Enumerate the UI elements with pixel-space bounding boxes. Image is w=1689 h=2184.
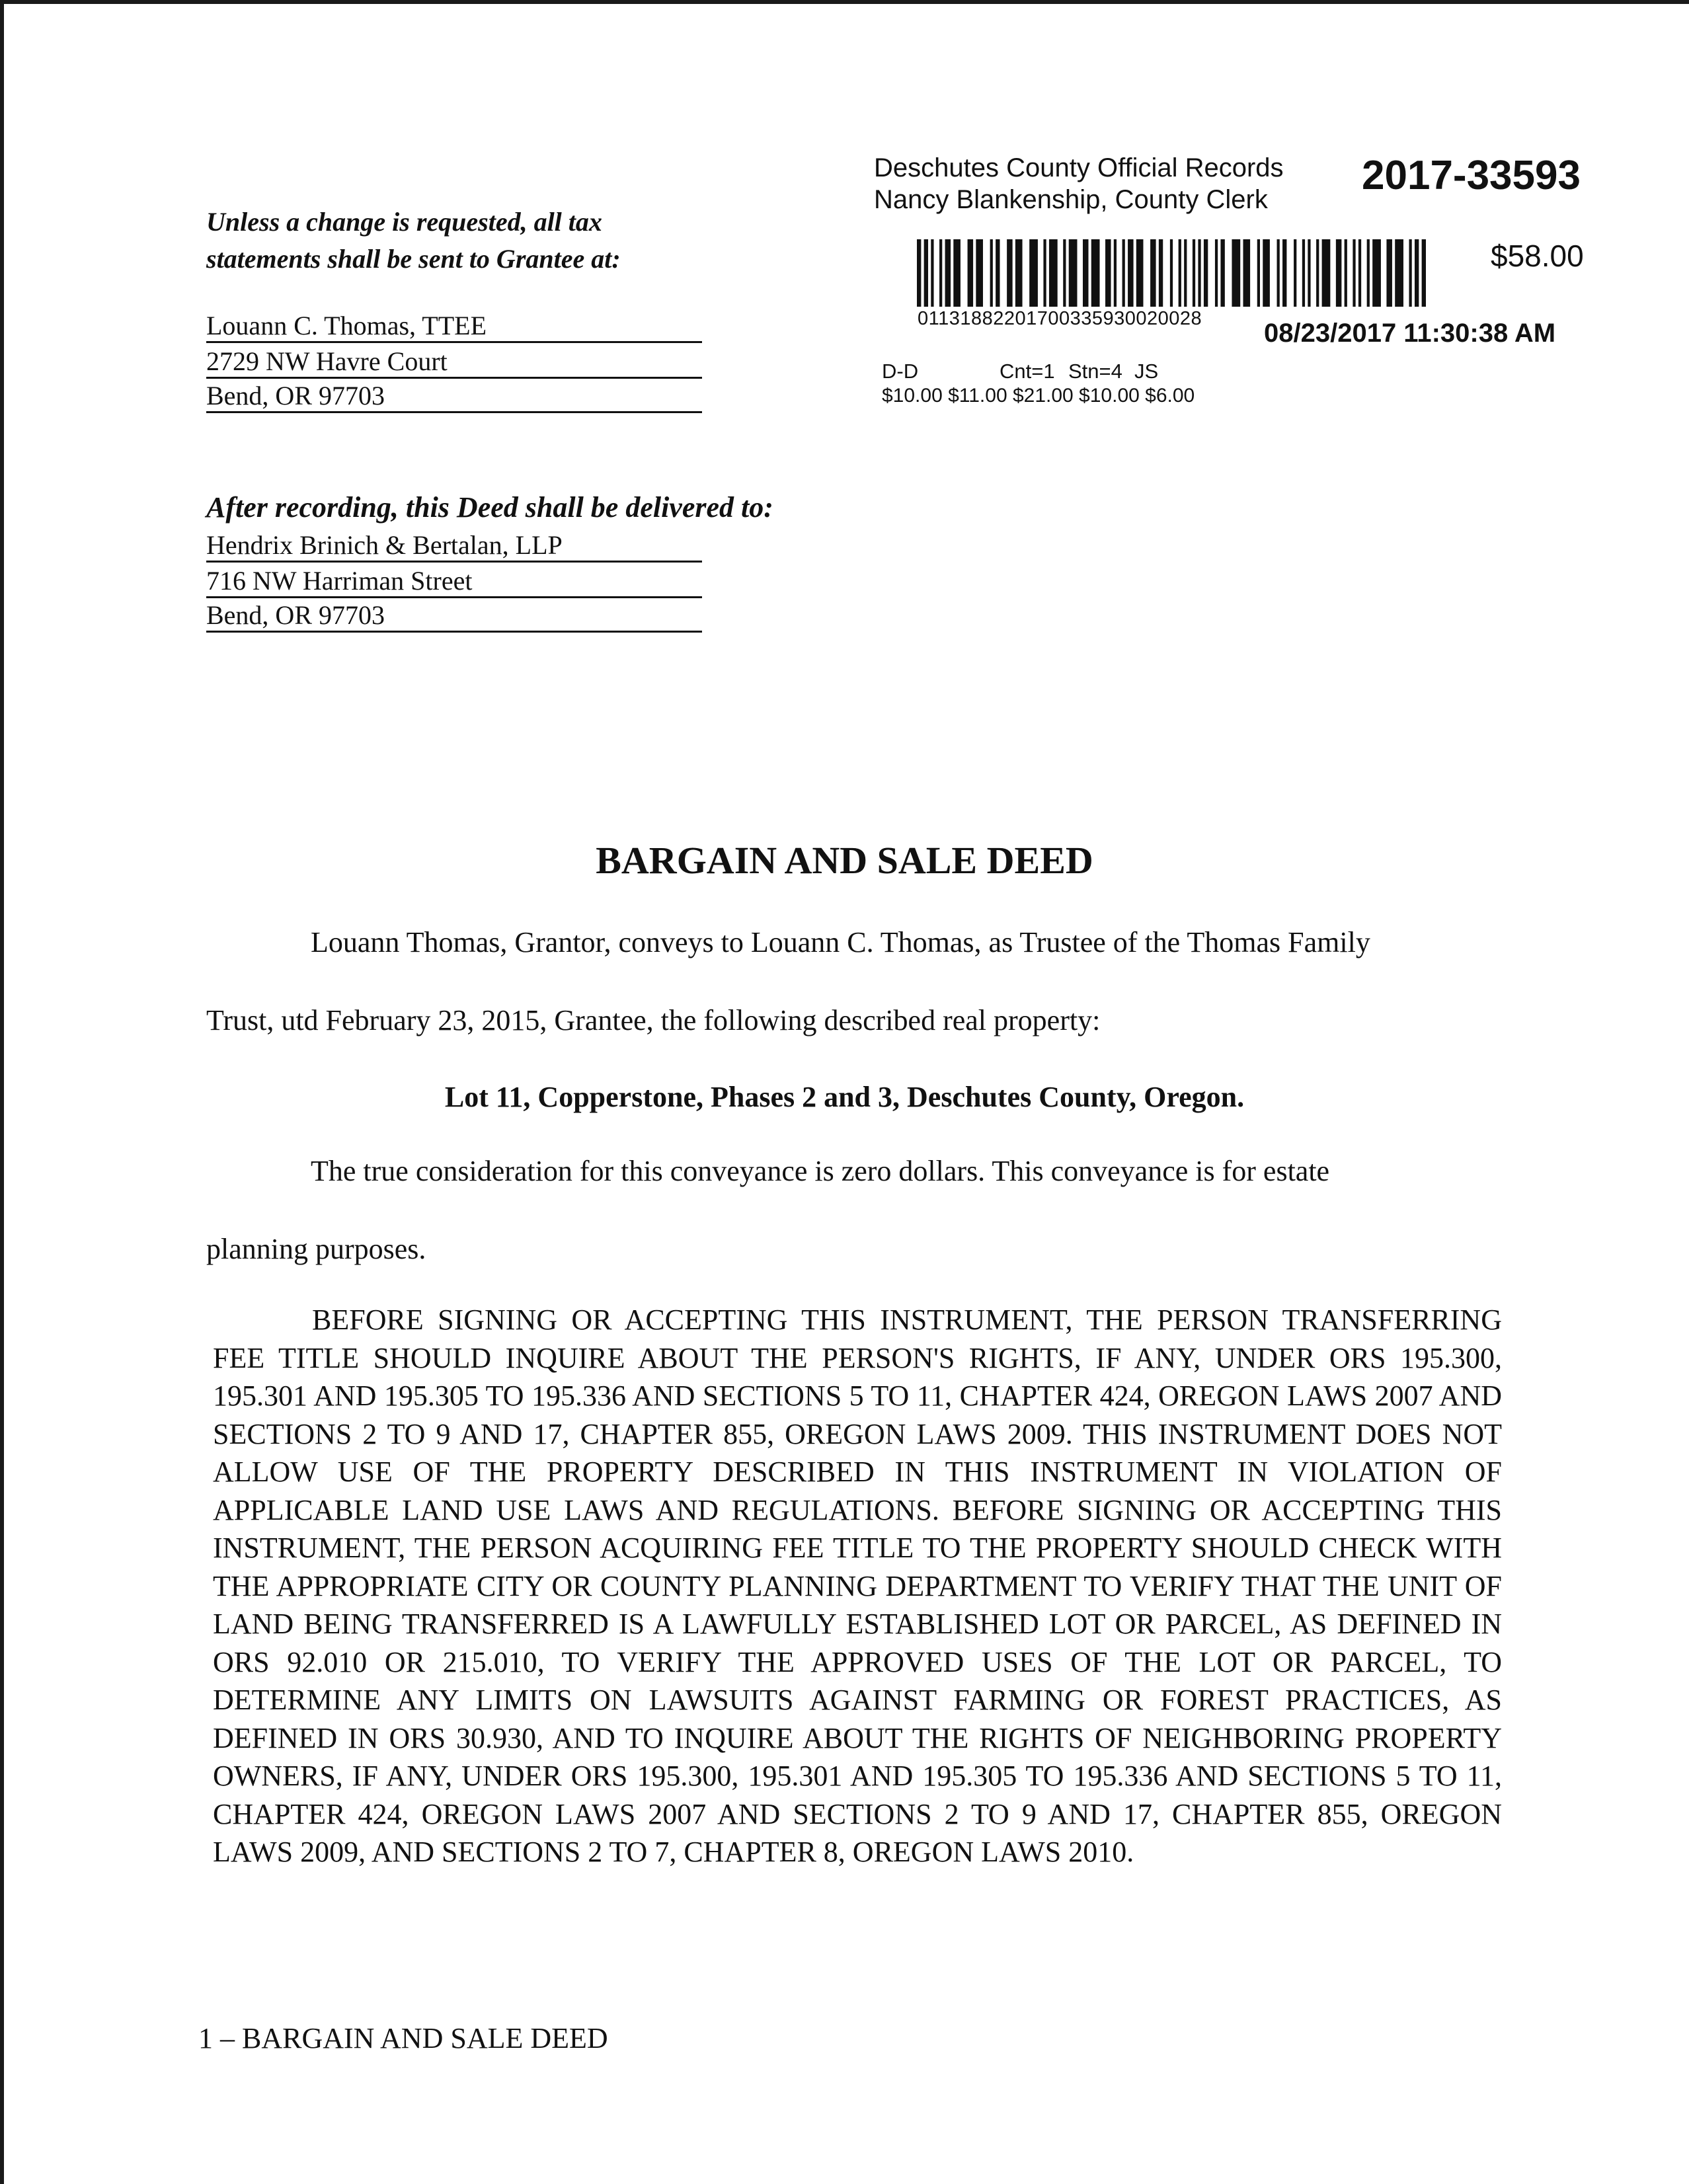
barcode-digits: 01131882201700335930020028 bbox=[918, 308, 1202, 329]
recording-codes bbox=[882, 360, 1158, 383]
count-code: Cnt=1 bbox=[1000, 360, 1055, 383]
consideration-line-1: The true consideration for this conveyance is zero dollars. This conveyance is for estate bbox=[311, 1155, 1330, 1187]
page-footer: 1 – BARGAIN AND SALE DEED bbox=[198, 2022, 608, 2054]
recording-office bbox=[874, 152, 1284, 215]
statutory-notice: BEFORE SIGNING OR ACCEPTING THIS INSTRUMENT, THE PERSON TRANSFERRING FEE TITLE SHOULD INQUIRE ABOUT THE PERSON'S RIGHTS, IF ANY, UNDER ORS 195.300, 195.301 AND 195.305 TO 195.336 AND SECTIONS 5 TO 11, CHAPTER 424, OREGON LAWS 2007 AND SECTIONS 2 TO 9 AND 17, CHAPTER 855, OREGON LAWS 2009. THIS INSTRUMENT DOES NOT ALLOW USE OF THE PROPERTY DESCRIBED IN THIS INSTRUMENT IN VIOLATION OF APPLICABLE LAND USE LAWS AND REGULATIONS. BEFORE SIGNING OR ACCEPTING THIS INSTRUMENT, THE PERSON ACQUIRING FEE TITLE TO THE PROPERTY SHOULD CHECK WITH THE APPROPRIATE CITY OR COUNTY PLANNING DEPARTMENT TO VERIFY THAT THE UNIT OF LAND BEING TRANSFERRED IS A LAWFULLY ESTABLISHED LOT OR PARCEL, AS DEFINED IN ORS 92.010 OR 215.010, TO VERIFY THE APPROVED USES OF THE LOT OR PARCEL, TO DETERMINE ANY LIMITS ON LAWSUITS AGAINST FARMING OR FOREST PRACTICES, AS DEFINED IN ORS 30.930, AND TO INQUIRE ABOUT THE RIGHTS OF NEIGHBORING PROPERTY OWNERS, IF ANY, UNDER ORS 195.300, 195.301 AND 195.305 TO 195.336 AND SECTIONS 5 TO 11, CHAPTER 424, OREGON LAWS 2007 AND SECTIONS 2 TO 9 AND 17, CHAPTER 855, OREGON LAWS 2009, AND SECTIONS 2 TO 7, CHAPTER 8, OREGON LAWS 2010. bbox=[213, 1304, 1502, 1868]
consideration-line-2: planning purposes. bbox=[206, 1233, 426, 1265]
tax-heading-line-1: Unless a change is requested, all tax bbox=[206, 207, 602, 237]
recording-office-line-2: Nancy Blankenship, County Clerk bbox=[874, 185, 1268, 214]
clerk-initials: JS bbox=[1134, 360, 1159, 383]
delivery-address-line-2: 716 NW Harriman Street bbox=[206, 566, 702, 598]
station-code: Stn=4 bbox=[1068, 360, 1122, 383]
legal-description: Lot 11, Copperstone, Phases 2 and 3, Deschutes County, Oregon. bbox=[444, 1081, 1245, 1113]
recording-office-line-1: Deschutes County Official Records bbox=[874, 153, 1284, 182]
recording-document-number: 2017-33593 bbox=[1362, 153, 1581, 198]
conveyance-line-2: Trust, utd February 23, 2015, Grantee, the following described real property: bbox=[206, 1004, 1101, 1036]
recorded-datetime: 08/23/2017 11:30:38 AM bbox=[1264, 319, 1556, 348]
recording-barcode bbox=[917, 239, 1426, 307]
delivery-heading: After recording, this Deed shall be delivered to: bbox=[206, 491, 773, 524]
grantee-address-line-2: 2729 NW Havre Court bbox=[206, 346, 702, 379]
grantee-address-line-3: Bend, OR 97703 bbox=[206, 381, 702, 413]
conveyance-line-1: Louann Thomas, Grantor, conveys to Louann C. Thomas, as Trustee of the Thomas Family bbox=[311, 926, 1370, 958]
tax-statement-heading bbox=[206, 204, 621, 278]
recording-total-fee: $58.00 bbox=[1491, 239, 1584, 273]
doc-type-code: D-D bbox=[882, 360, 919, 383]
deed-title: BARGAIN AND SALE DEED bbox=[596, 839, 1093, 882]
tax-heading-line-2: statements shall be sent to Grantee at: bbox=[206, 244, 621, 274]
grantee-address-line-1: Louann C. Thomas, TTEE bbox=[206, 311, 702, 343]
fee-breakdown: $10.00 $11.00 $21.00 $10.00 $6.00 bbox=[882, 385, 1195, 407]
delivery-address-line-3: Bend, OR 97703 bbox=[206, 600, 702, 633]
scan-top-edge bbox=[0, 0, 1689, 4]
delivery-address-line-1: Hendrix Brinich & Bertalan, LLP bbox=[206, 530, 702, 563]
